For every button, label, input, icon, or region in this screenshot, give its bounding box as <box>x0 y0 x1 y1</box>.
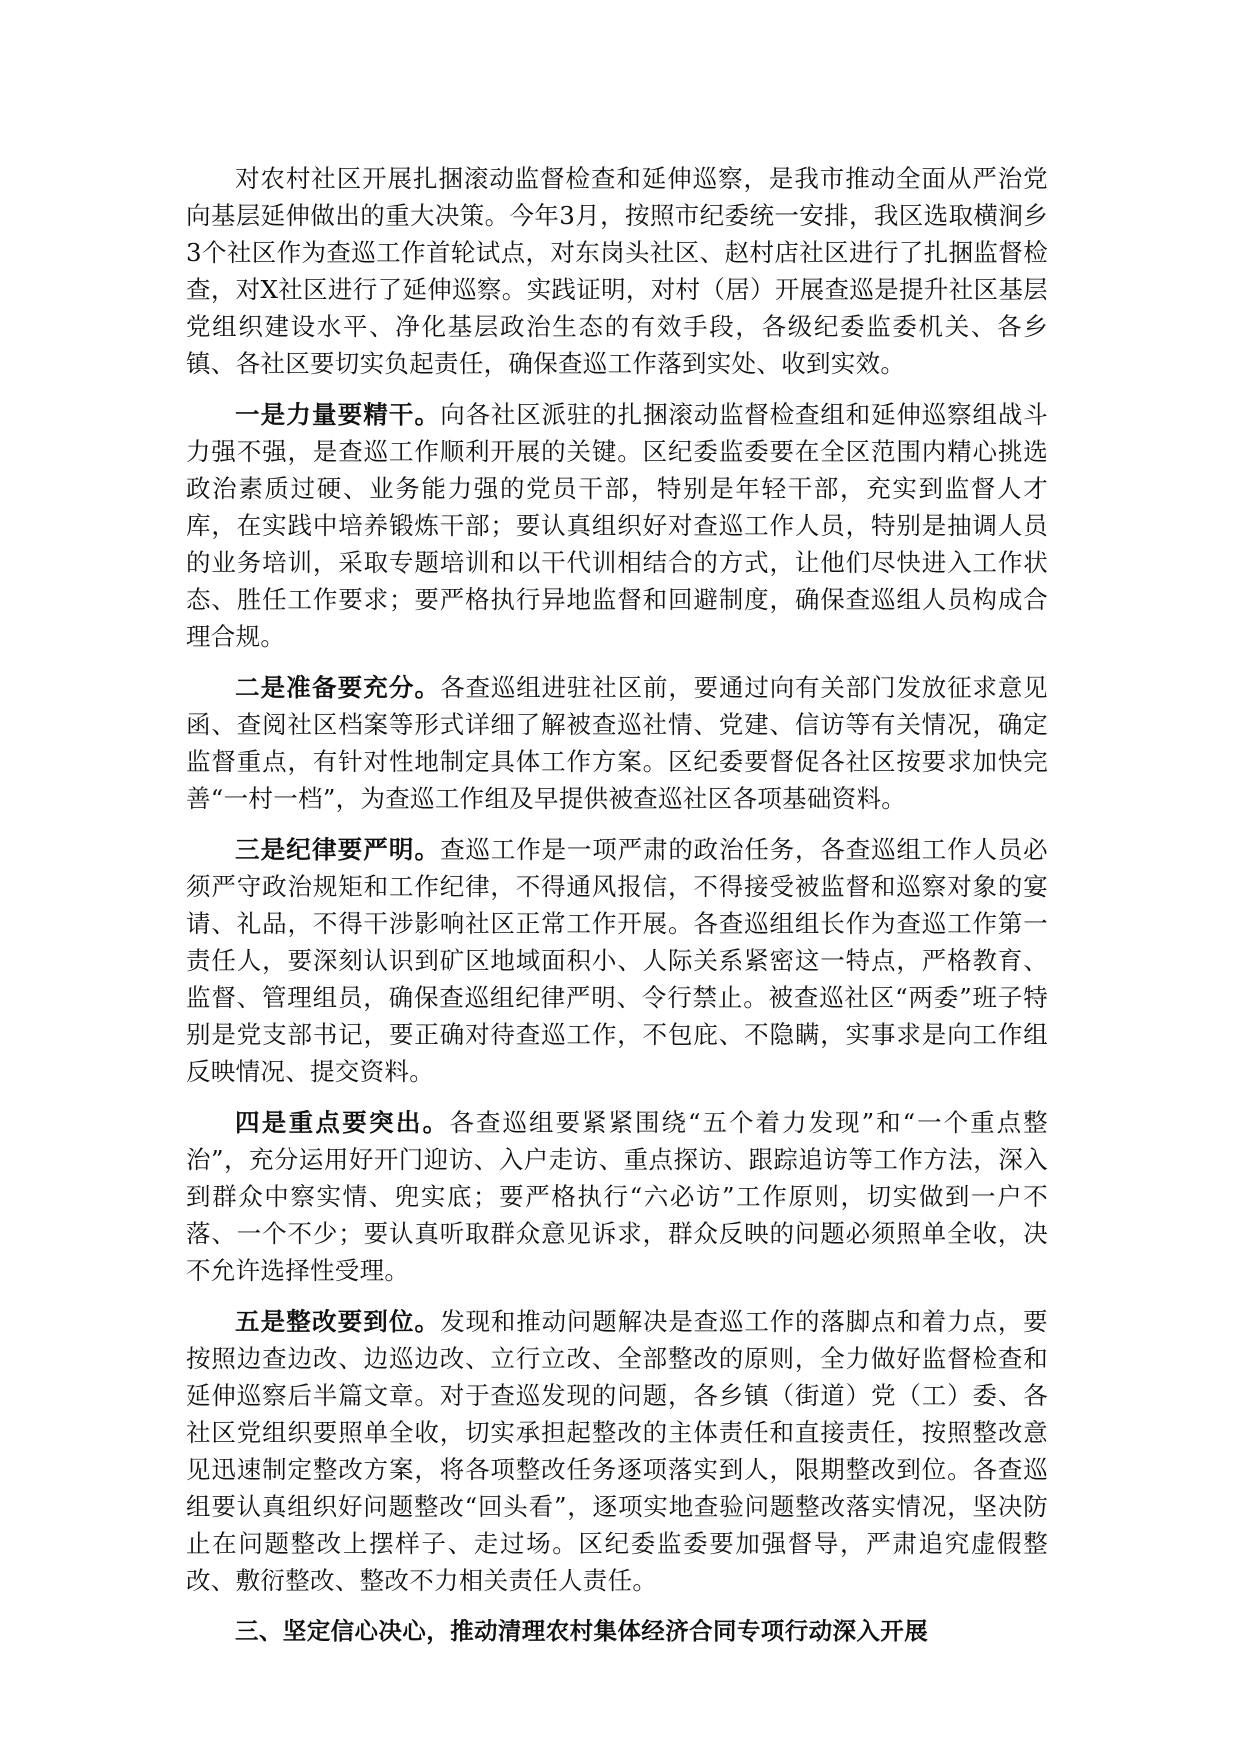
paragraph-intro <box>186 160 1048 382</box>
paragraph-lead: 二是准备要充分。 <box>235 673 441 702</box>
paragraph-point-2 <box>186 669 1048 817</box>
paragraph-text: 各查巡组要紧紧围绕“五个着力发现”和“一个重点整治”，充分运用好开门迎访、入户走访、重点探访、跟踪追访等工作方法，深入到群众中察实情、兜实底；要严格执行“六必访”工作原则，切实做到一户不落、一个不少；要认真听取群众意见诉求，群众反映的问题必须照单全收，决不允许选择性受理。 <box>186 1108 1048 1285</box>
paragraph-lead: 三是纪律要严明。 <box>235 835 441 864</box>
paragraph-text: 向各社区派驻的扎捆滚动监督检查组和延伸巡察组战斗力强不强，是查巡工作顺利开展的关键。区纪委监委要在全区范围内精心挑选政治素质过硬、业务能力强的党员干部，特别是年轻干部，充实到监督人才库，在实践中培养锻炼干部；要认真组织好对查巡工作人员，特别是抽调人员的业务培训，采取专题培训和以干代训相结合的方式，让他们尽快进入工作状态、胜任工作要求；要严格执行异地监督和回避制度，确保查巡组人员构成合理合规。 <box>186 400 1048 651</box>
section-heading: 三、坚定信心决心，推动清理农村集体经济合同专项行动深入开展 <box>235 1617 929 1645</box>
paragraph-lead: 五是整改要到位。 <box>235 1307 441 1336</box>
paragraph-point-4 <box>186 1104 1048 1289</box>
paragraph-point-3 <box>186 831 1048 1090</box>
paragraph-lead: 四是重点要突出。 <box>235 1108 450 1137</box>
paragraph-point-5 <box>186 1303 1048 1599</box>
paragraph-text: 查巡工作是一项严肃的政治任务，各查巡组工作人员必须严守政治规矩和工作纪律，不得通风报信，不得接受被监督和巡察对象的宴请、礼品，不得干涉影响社区正常工作开展。各查巡组组长作为查巡工作第一责任人，要深刻认识到矿区地域面积小、人际关系紧密这一特点，严格教育、监督、管理组员，确保查巡组纪律严明、令行禁止。被查巡社区“两委”班子特别是党支部书记，要正确对待查巡工作，不包庇、不隐瞒，实事求是向工作组反映情况、提交资料。 <box>186 835 1048 1086</box>
paragraph-lead: 一是力量要精干。 <box>235 400 441 429</box>
paragraph-text: 对农村社区开展扎捆滚动监督检查和延伸巡察，是我市推动全面从严治党向基层延伸做出的重大决策。今年3月，按照市纪委统一安排，我区选取横涧乡3个社区作为查巡工作首轮试点，对东岗头社区、赵村店社区进行了扎捆监督检查，对X社区进行了延伸巡察。实践证明，对村（居）开展查巡是提升社区基层党组织建设水平、净化基层政治生态的有效手段，各级纪委监委机关、各乡镇、各社区要切实负起责任，确保查巡工作落到实处、收到实效。 <box>186 164 1048 378</box>
paragraph-text: 各查巡组进驻社区前，要通过向有关部门发放征求意见函、查阅社区档案等形式详细了解被查巡社情、党建、信访等有关情况，确定监督重点，有针对性地制定具体工作方案。区纪委要督促各社区按要求加快完善“一村一档”，为查巡工作组及早提供被查巡社区各项基础资料。 <box>186 673 1048 813</box>
paragraph-text: 发现和推动问题解决是查巡工作的落脚点和着力点，要按照边查边改、边巡边改、立行立改、全部整改的原则，全力做好监督检查和延伸巡察后半篇文章。对于查巡发现的问题，各乡镇（街道）党（工）委、各社区党组织要照单全收，切实承担起整改的主体责任和直接责任，按照整改意见迅速制定整改方案，将各项整改任务逐项落实到人，限期整改到位。各查巡组要认真组织好问题整改“回头看”，逐项实地查验问题整改落实情况，坚决防止在问题整改上摆样子、走过场。区纪委监委要加强督导，严肃追究虚假整改、敷衍整改、整改不力相关责任人责任。 <box>186 1307 1048 1595</box>
paragraph-point-1 <box>186 396 1048 655</box>
document-body <box>186 160 1048 1650</box>
